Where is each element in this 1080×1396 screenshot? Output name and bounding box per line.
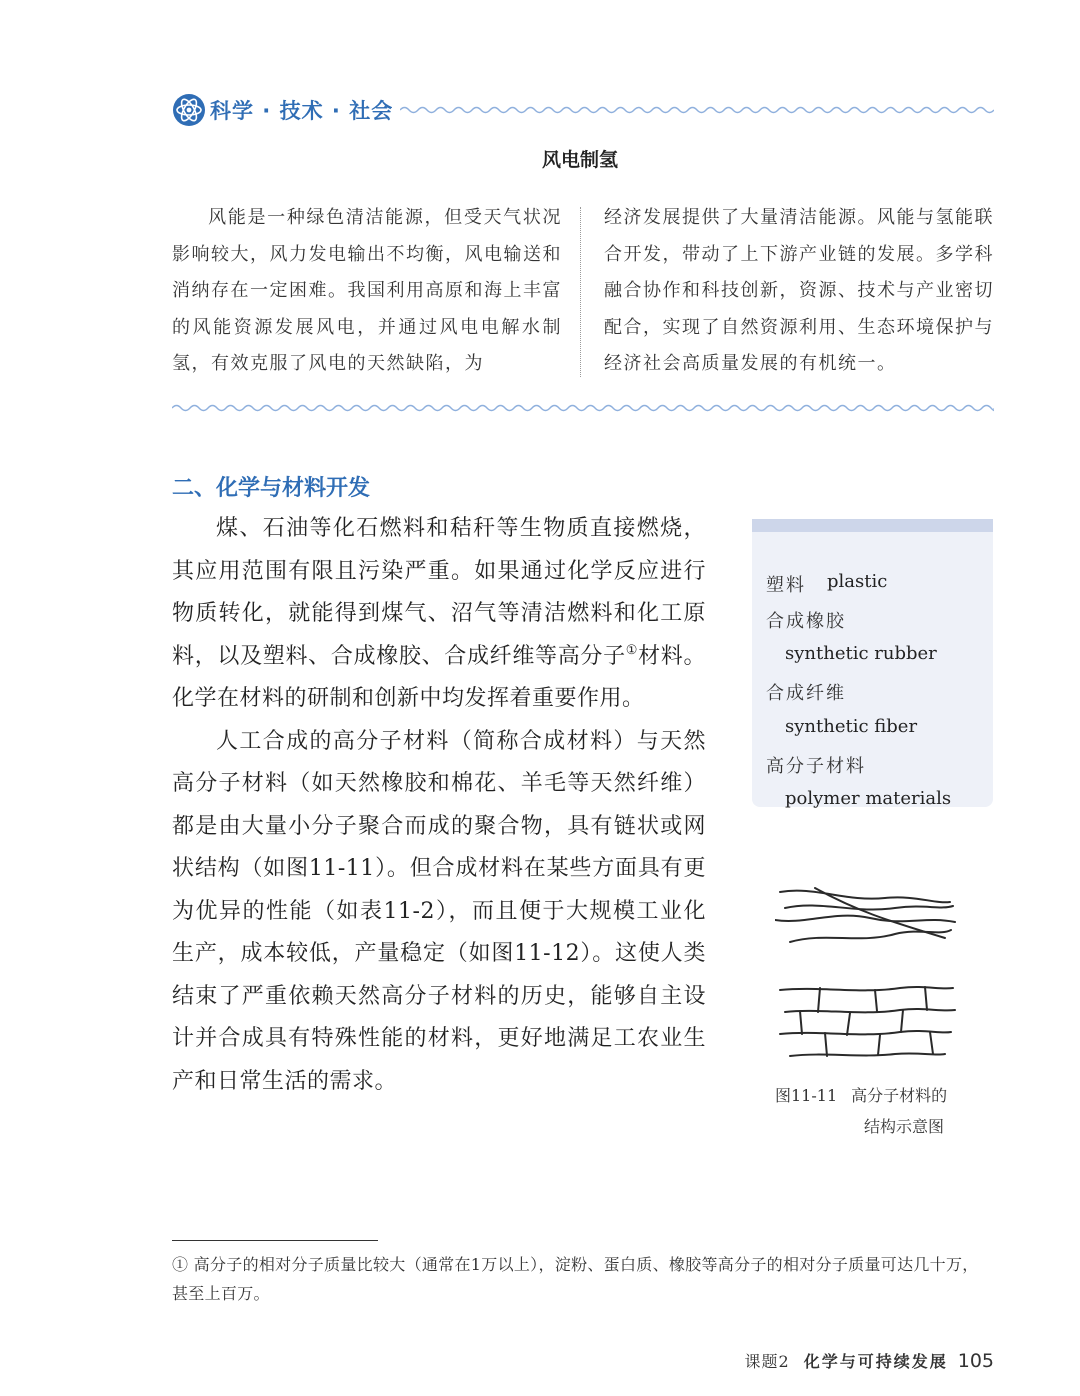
paragraph-2: 人工合成的高分子材料（简称合成材料）与天然高分子材料（如天然橡胶和棉花、羊毛等天然纤维）都是由大量小分子聚合而成的聚合物，具有链状或网状结构（如图11-11）。但合成材料在某些方面具有更为优异的性能（如表11-2），而且便于大规模工业化生产，成本较低，产量稳定（如图11-12）。这使人类结束了严重依赖天然高分子材料的历史，能够自主设计并合成具有特殊性能的材料，更好地满足工农业生产和日常生活的需求。 (172, 728, 706, 1094)
footnote-rule (172, 1240, 378, 1241)
glossary-term-zh: 合成纤维 (766, 683, 846, 704)
footer-topic: 课题2 (744, 1352, 790, 1371)
box-column-right: 经济发展提供了大量清洁能源。风能与氢能联合开发，带动了上下游产业链的发展。多学科融合协作和科技创新，资源、技术与产业密切配合，实现了自然资源利用、生态环境保护与经济社会高质量发展的有机统一。 (604, 207, 994, 374)
footnote: ① 高分子的相对分子质量比较大（通常在1万以上），淀粉、蛋白质、橡胶等高分子的相对分子质量可达几十万，甚至上百万。 (172, 1255, 979, 1303)
paragraph-1: 煤、石油等化石燃料和秸秆等生物质直接燃烧，其应用范围有限且污染严重。如果通过化学反应进行物质转化，就能得到煤气、沼气等清洁燃料和化工原料，以及塑料、合成橡胶、合成纤维等高分子①材料。化学在材料的研制和创新中均发挥着重要作用。 (172, 516, 706, 711)
box-title: 风电制氢 (541, 149, 618, 171)
box-column-left: 风能是一种绿色清洁能源，但受天气状况影响较大，风力发电输出不均衡，风电输送和消纳存在一定困难。我国利用高原和海上丰富的风能资源发展风电，并通过风电电解水制氢，有效克服了风电的天然缺陷，为 (172, 207, 562, 374)
glossary-term-en: synthetic rubber (785, 643, 937, 664)
figure-caption: 图11-11 高分子材料的 结构示意图 (775, 1086, 948, 1136)
glossary-term-zh: 合成橡胶 (766, 611, 846, 632)
glossary-term-en: polymer materials (785, 788, 952, 809)
bottom-wavy-divider (172, 403, 994, 413)
page-footer (745, 1349, 994, 1372)
glossary-term-zh: 高分子材料 (766, 756, 866, 777)
section-label-text: 科学 · 技术 · 社会 (210, 99, 394, 123)
main-body (172, 508, 706, 1103)
glossary-sidebar (752, 519, 993, 807)
page-number: 105 (957, 1350, 994, 1372)
figure-number: 图11-11 (775, 1086, 838, 1105)
section-label (172, 90, 393, 130)
footer-title: 化学与可持续发展 (803, 1352, 948, 1371)
column-divider (580, 207, 581, 377)
polymer-structure-diagram (775, 880, 965, 1060)
top-wavy-divider (400, 105, 994, 115)
glossary-term-en: synthetic fiber (785, 716, 918, 737)
glossary-term-en: plastic (827, 571, 888, 592)
section-heading: 二、化学与材料开发 (172, 476, 371, 501)
glossary-term-zh: 塑料 (766, 575, 806, 596)
footnote-marker: ① (625, 642, 639, 658)
atom-icon (172, 93, 206, 127)
